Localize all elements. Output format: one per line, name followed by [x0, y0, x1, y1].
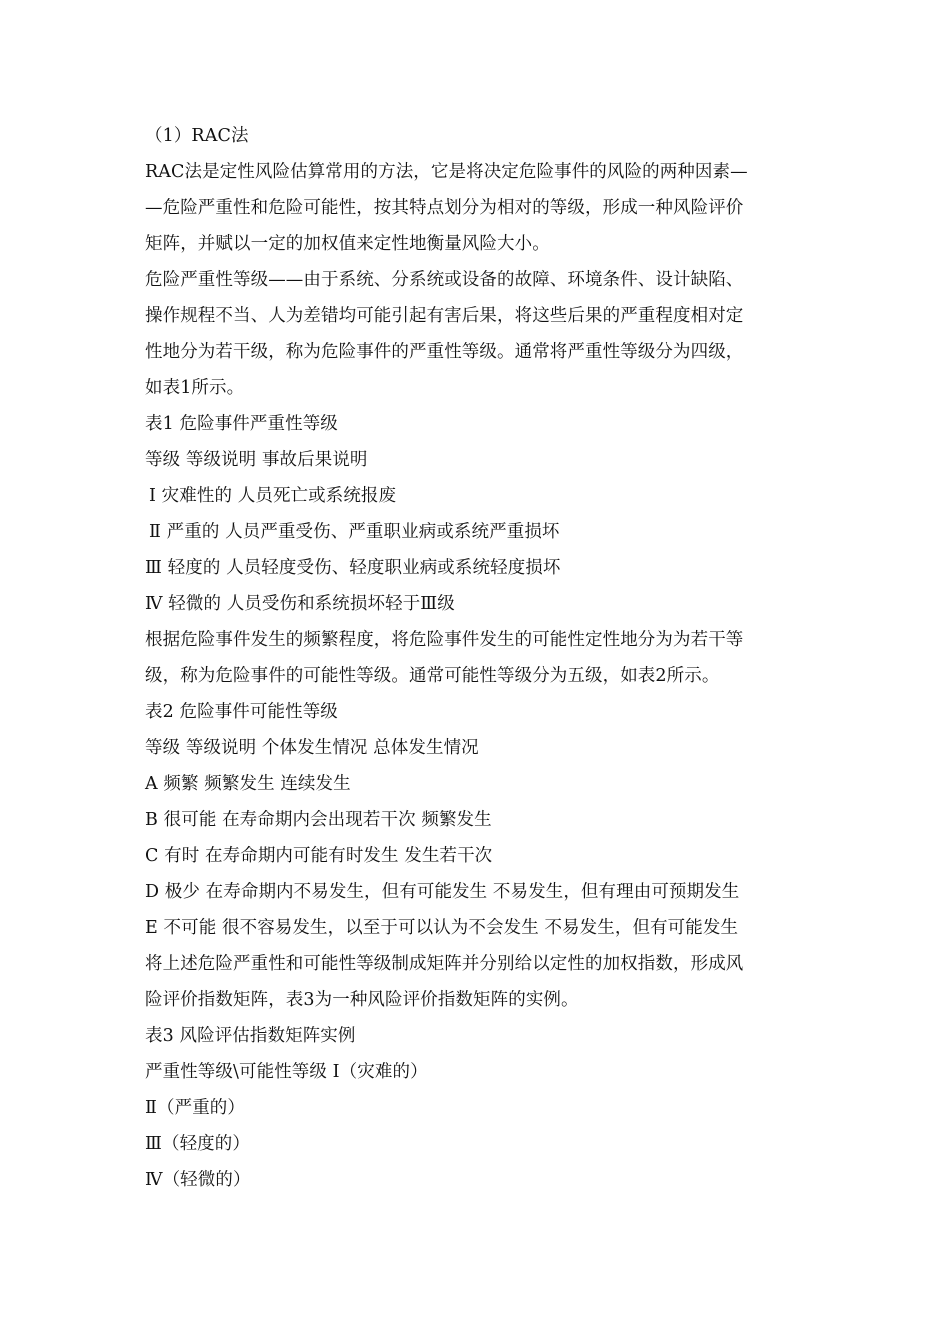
paragraph-line: —危险严重性和危险可能性，按其特点划分为相对的等级，形成一种风险评价: [145, 198, 744, 218]
paragraph-line: RAC法是定性风险估算常用的方法，它是将决定危险事件的风险的两种因素—: [145, 162, 748, 182]
paragraph-line: 性地分为若干级，称为危险事件的严重性等级。通常将严重性等级分为四级，: [145, 342, 744, 362]
section-heading-rac: （1）RAC法: [145, 126, 249, 146]
paragraph-line: 危险严重性等级——由于系统、分系统或设备的故障、环境条件、设计缺陷、: [145, 270, 744, 290]
table-row: D 极少 在寿命期内不易发生，但有可能发生 不易发生，但有理由可预期发生: [145, 882, 740, 902]
paragraph-line: 将上述危险严重性和可能性等级制成矩阵并分别给以定性的加权指数，形成风: [145, 954, 744, 974]
table-row: B 很可能 在寿命期内会出现若干次 频繁发生: [145, 810, 492, 830]
paragraph-line: 如表1所示。: [145, 378, 245, 398]
paragraph-line: 矩阵，并赋以一定的加权值来定性地衡量风险大小。: [145, 234, 550, 254]
table-header-row: 等级 等级说明 事故后果说明: [145, 450, 368, 470]
table-row: Ⅲ（轻度的）: [145, 1134, 250, 1154]
table-row: Ⅱ 严重的 人员严重受伤、严重职业病或系统严重损坏: [149, 522, 560, 542]
document-body: [145, 118, 810, 1198]
table-header-row: 严重性等级\可能性等级 Ⅰ（灾难的）: [145, 1062, 428, 1082]
paragraph-line: 根据危险事件发生的频繁程度，将危险事件发生的可能性定性地分为为若干等: [145, 630, 744, 650]
table-caption: 表3 风险评估指数矩阵实例: [145, 1026, 356, 1046]
table-row: C 有时 在寿命期内可能有时发生 发生若干次: [145, 846, 493, 866]
table-row: Ⅰ 灾难性的 人员死亡或系统报废: [149, 486, 397, 506]
paragraph-line: 操作规程不当、人为差错均可能引起有害后果，将这些后果的严重程度相对定: [145, 306, 744, 326]
table-row: Ⅲ 轻度的 人员轻度受伤、轻度职业病或系统轻度损坏: [145, 558, 561, 578]
table-caption: 表1 危险事件严重性等级: [145, 414, 338, 434]
table-caption: 表2 危险事件可能性等级: [145, 702, 338, 722]
table-row: Ⅱ（严重的）: [145, 1098, 245, 1118]
paragraph-line: 险评价指数矩阵，表3为一种风险评价指数矩阵的实例。: [145, 990, 579, 1010]
paragraph-line: 级，称为危险事件的可能性等级。通常可能性等级分为五级，如表2所示。: [145, 666, 720, 686]
table-header-row: 等级 等级说明 个体发生情况 总体发生情况: [145, 738, 479, 758]
table-row: Ⅳ 轻微的 人员受伤和系统损坏轻于Ⅲ级: [145, 594, 455, 614]
table-row: Ⅳ（轻微的）: [145, 1170, 251, 1190]
table-row: E 不可能 很不容易发生，以至于可以认为不会发生 不易发生，但有可能发生: [145, 918, 739, 938]
table-row: A 频繁 频繁发生 连续发生: [145, 774, 351, 794]
